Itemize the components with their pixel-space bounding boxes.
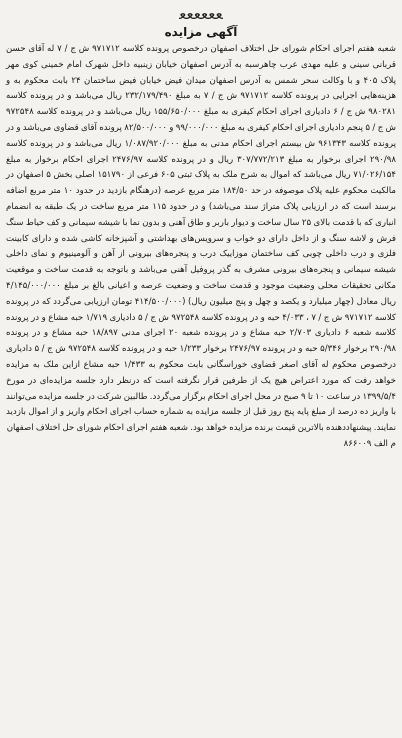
notice-body bbox=[6, 42, 396, 437]
notice-reference: م الف ۸۶۶۰۰۹ bbox=[343, 438, 396, 449]
notice-title: آگهی مزایده bbox=[164, 25, 238, 39]
notice-paragraph: شعبه هفتم اجرای احکام شورای حل اختلاف اصفهان درخصوص پرونده کلاسه ۹۷۱۷۱۲ ش ج / ۷ له آقای حسن قربانی سینی و علیه مهدی عرب چاهرسبه به آدرس اصفهان خیابان زینبیه داخل شهرک امام خمینی کوی مهر پلاک ۴۰۵ و با وکالت سحر شمس به آدرس اصفهان میدان فیض خیابان فیض ساختمان ۲۴ بابت محکوم به و هزینه‌هایی اجرایی در پرونده کلاسه ۹۷۱۷۱۲ ش ج / ۷ به مبلغ ۲۳۲/۱۷۹/۴۹۰ ریال می‌باشد و در پرونده کلاسه ۹۸۰۲۸۱ ش ج / ۶ دادیاری اجرای احکام کیفری به مبلغ ۱۵۵/۶۵۰/۰۰۰ ریال می‌باشد و در پرونده کلاسه ۹۷۲۵۴۸ ش ج / ۵ پنجم دادیاری اجرای احکام کیفری به مبلغ ۹۹/۰۰۰/۰۰۰ و ۸۲/۵۰۰/۰۰۰ پرونده آقای قضاوی می‌باشد و در پرونده کلاسه ۹۶۱۳۴۳ ش بیستم اجرای احکام مدنی به مبلغ ۱/۰۸۷/۹۲۰/۰۰۰ ریال می‌باشد و در پرونده کلاسه ۲۹۰/۹۸ اجرای برخوار به مبلغ ۳۰۷/۷۷۲/۲۱۳ ریال و در پرونده کلاسه ۲۴۷۶/۹۷ اجرای احکام برخوار به مبلغ ۷۱/۰۲۶/۱۵۴ ریال می‌باشد که اموال به شرح ملک به پلاک ثبتی ۶۰۵ فرعی از ۱۵۱۷۹۰ اصلی بخش ۵ اصفهان در مالکیت محکوم علیه پلاک موصوفه در حد ۱۸۴/۵۰ متر مربع عرصه (درهنگام بازدید در حدود ۱۰ متر مربع اضافه برسند است که در ارزیابی پلاک متراژ سند می‌باشد) و در حدود ۱۱۵ متر مربع ساخت در یک طبقه به انضمام انباری که با قدمت بالای ۲۵ سال ساخت و دیوار باربر و طاق آهنی و بدون نما با شیشه سیمانی و کف حیاط سنگ فرش و لاشه سنگ و از داخل دارای دو خواب و سرویس‌های بهداشتی و آشپزخانه کاشی شده و دارای کابینت فلزی و درب داخلی چوبی کف ساختمان موزاییک درب و پنجره‌های بیرونی از آهن و آلومینیوم و نمای داخلی شیشه سیمانی و پنجره‌های بیرونی مشرف به گذر پروفیل آهنی می‌باشد و باتوجه به قدمت ساخت و موقعیت مکانی تحقیقات محلی وضعیت موجود و قدمت ساخت و وضعیت عرصه و اعیانی بالغ بر مبلغ ۴/۱۴۵/۰۰۰/۰۰۰ ریال معادل (چهار میلیارد و یکصد و چهل و پنج میلیون ریال) (۴۱۴/۵۰۰/۰۰۰ تومان ارزیابی می‌گردد که در پرونده کلاسه ۹۷۱۷۱۲ ش ج / ۷ ، ۴/۰۳۳ حبه و در پرونده کلاسه ۹۷۲۵۴۸ ش ج / ۵ دادیاری ۱/۷۱۹ حبه مشاع و در پرونده کلاسه شعبه ۶ دادیاری ۲/۷۰۳ حبه مشاع و در پرونده شعبه ۲۰ اجرای مدنی ۱۸/۸۹۷ حبه مشاع و در پرونده ۲۹۰/۹۸ برخوار ۵/۳۴۶ حبه و در پرونده ۲۴۷۶/۹۷ برخوار ۱/۲۳۳ حبه و در پرونده کلاسه ۹۷۲۵۴۸ ش ج / ۵ دادیاری درخصوص محکوم له آقای اصغر قضاوی خوراسگانی بابت محکوم به ۱/۴۳۳ حبه مشاع ازاین ملک به مزایده خواهد رفت که مورد اعتراض هیچ یک از طرفین قرار نگرفته است که درنظر دارد جلسه مزایده‌ای در مورخ ۱۳۹۹/۵/۴ در ساعت ۱۰ تا ۹ صبح در محل اجرای احکام برگزار می‌گردد. طالبین شرکت در جلسه مزایده می‌توانند با واریز ده درصد از مبلغ پایه پنج روز قبل از جلسه مزایده به شماره حساب اجرای احکام واریز و از اموال بازدید نمایند. پیشنهاد‌دهنده بالاترین قیمت برنده مزایده خواهد بود. شعبه هفتم اجرای احکام شورای حل اختلاف اصفهان bbox=[6, 44, 397, 434]
header-ornament: ﻌﻌﻌﻌﻌﻌ bbox=[179, 5, 223, 23]
